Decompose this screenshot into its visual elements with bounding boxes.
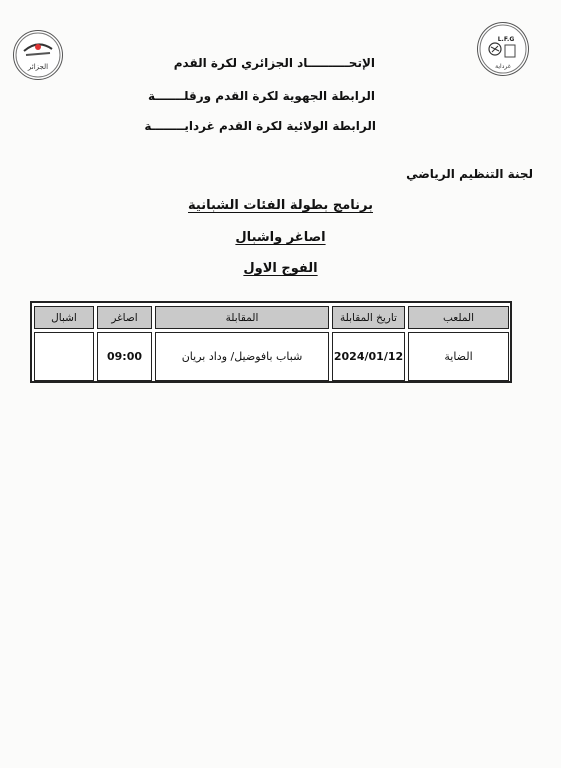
cell-date: 2024/01/12 [332, 332, 405, 381]
program-title-text: برنامج بطولة الفئات الشبانية [188, 198, 373, 213]
cell-cubs-time [34, 332, 94, 381]
cell-juniors-time: 09:00 [97, 332, 152, 381]
header-cubs: اشبال [34, 306, 94, 329]
categories-title [0, 230, 561, 245]
group-title-text: الفوج الاول [243, 261, 318, 276]
league-ghardaia-logo [477, 22, 529, 76]
header-match: المقابلة [155, 306, 329, 329]
wilaya-league-name: الرابطة الولائية لكرة القدم غردايــــــــة [144, 119, 376, 133]
regional-league-name: الرابطة الجهوية لكرة القدم ورقلـــــــة [147, 89, 375, 103]
league-logo-icon [478, 23, 528, 75]
header-juniors: اصاغر [97, 306, 152, 329]
cell-match: شباب بافوضيل/ وداد بريان [155, 332, 329, 381]
group-title [0, 261, 561, 276]
cell-stadium: الضاية [408, 332, 509, 381]
svg-text:الجزائر: الجزائر [27, 63, 49, 71]
categories-title-text: اصاغر واشبال [235, 230, 326, 245]
program-title [0, 198, 561, 213]
svg-text:L.F.G: L.F.G [497, 36, 515, 43]
svg-text:غرداية: غرداية [495, 63, 511, 70]
header-date: تاريخ المقابلة [332, 306, 405, 329]
federation-name: الإتحــــــــــاد الجزائري لكرة القدم [173, 56, 375, 70]
committee-title: لجنة التنظيم الرياضي [406, 167, 533, 181]
algerian-federation-logo [13, 30, 63, 80]
schedule-table [30, 301, 512, 383]
federation-logo-icon [14, 31, 62, 79]
header-stadium: الملعب [408, 306, 509, 329]
